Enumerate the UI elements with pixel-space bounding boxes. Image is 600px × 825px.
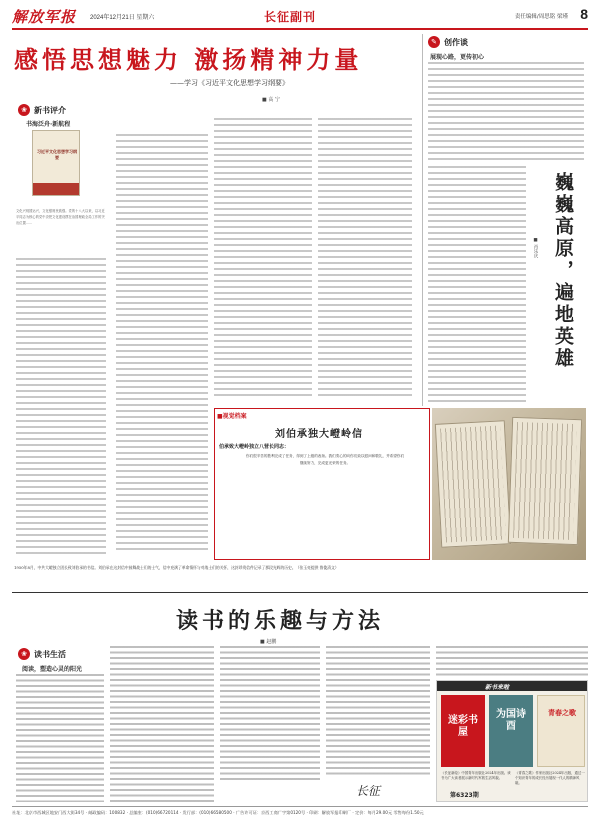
letter-body: 你们很辛苦的胜利完成了任务，得到了上级的表扬。我们衷心的向你们致以慰问和敬礼，并希望你们继续努力，完成更光荣的任务。 [245,454,405,465]
ad-caption-right: 《青春之歌》作家出版社2024年出版，通过一个知识青年的成长经历展现一代人的精神风貌。 [515,771,585,785]
reading-byline: ■ 赵鹏 [260,639,277,645]
creation-talk-label: 创作谈 [444,37,468,47]
pen-icon: ✎ [428,36,440,48]
creation-text-top [428,62,584,162]
reading-life-label: 读书生活 [34,649,66,659]
creation-talk-title: 巍巍高原，遍地英雄 [552,172,574,370]
lead-intro-text: 文化兴则国运兴，文化强则民族强。党的十八大以来，以习近平同志为核心的党中央把文化建设摆在治国理政全局工作的突出位置…… [16,209,105,225]
book-review-subtitle: 书海泛舟·新航程 [26,121,71,128]
letter-page-left [435,420,511,547]
reading-life-subtitle: 阅读，塑造心灵的阳光 [22,666,83,673]
footer-info: 社址：北京市西城区地安门西大街34号 · 邮政编码：100832 · 总编室：(010)66720114 · 发行部：(010)66580500 · 广告许可证：京西工商广字第0120号 · 印刷：解放军报印刷厂 · 定价：每月29.00元 零售每份1.50元 [12,810,424,815]
lead-headline: 感悟思想魅力 激扬精神力量 [14,45,363,74]
newspaper-logo: 解放军报 [12,8,77,26]
book-review-badge [18,104,66,116]
book-review-label: 新书评介 [34,105,66,115]
book-cover-3 [537,695,585,767]
book-cover-image [32,130,80,196]
section-divider [12,592,588,593]
book-icon: ❀ [18,104,30,116]
page-number: 8 [580,6,588,22]
lead-byline: ■ 高 宁 [262,97,280,103]
lead-text-col-2 [116,134,208,554]
masthead-rule [12,28,588,30]
creation-talk-badge [428,36,468,48]
creation-talk-byline: ■ 肖乐庆 [533,238,538,258]
book-cover-3-title: 青春之歌 [548,708,576,717]
reading-text-col-5 [436,646,588,676]
book-icon: ❀ [18,648,30,660]
reading-text-col-4 [326,646,430,776]
visual-archive-tag: ■视觉档案 [217,413,247,420]
ad-banner [437,681,587,691]
historic-letter-photo [432,408,586,560]
lead-text-col-1 [16,258,106,554]
book-cover-1-title: 迷彩书屋 [448,715,478,738]
book-cover-stripe [33,183,79,195]
book-cover-2-title: 为国诗酉 [496,709,526,732]
reading-life-badge [18,648,66,660]
book-cover-2 [489,695,533,767]
section-signature: 长征 [356,784,381,798]
creation-text-col [428,166,526,402]
ad-caption-left: 《长征新绘》中国青年出版社2024年出版。该书为广大读者展示新时代军旅生活风貌。 [441,771,511,780]
creation-talk-subtitle: 展现心路，更传初心 [430,54,485,61]
book-cover-1 [441,695,485,767]
letter-salutation: 伯承致大嶝岭独立八营长同志： [219,444,290,450]
letter-page-right [508,417,582,545]
lead-subtitle: ——学习《习近平文化思想学习纲要》 [170,79,289,87]
lead-text-col-3 [214,118,312,400]
masthead [12,6,588,26]
visual-archive-box [214,408,430,560]
ad-banner-text: 新书来啦 [485,684,510,691]
column-divider [422,34,423,406]
footer-rule [12,806,588,807]
editors-credit: 责任编辑/周思铭 梁瑾 [514,14,568,20]
lead-text-col-4 [318,118,412,400]
issue-date: 2024年12月21日 星期六 [90,15,155,21]
reading-text-col-2 [110,646,214,802]
reading-headline: 读书的乐趣与方法 [176,608,385,634]
visual-archive-title: 刘伯承独大嶝岭信 [275,429,363,440]
reading-text-col-1 [16,674,104,802]
photo-caption: 1950年8月，中共大嶝独立团长致刘伯承的书信。刘伯承在这封信中鼓舞战士们的士气，信中充满了革命情怀与对战士们的关怀，这封珍贵信件记录了那段光辉的历史。（张玉亮提供 鲁俊清文） [14,565,339,570]
new-books-ad [436,680,588,802]
issue-number: 第6323期 [450,792,479,799]
book-cover-title: 习近平文化思想学习纲要 [37,149,77,160]
section-title: 长征副刊 [264,10,317,24]
reading-text-col-3 [220,646,320,782]
